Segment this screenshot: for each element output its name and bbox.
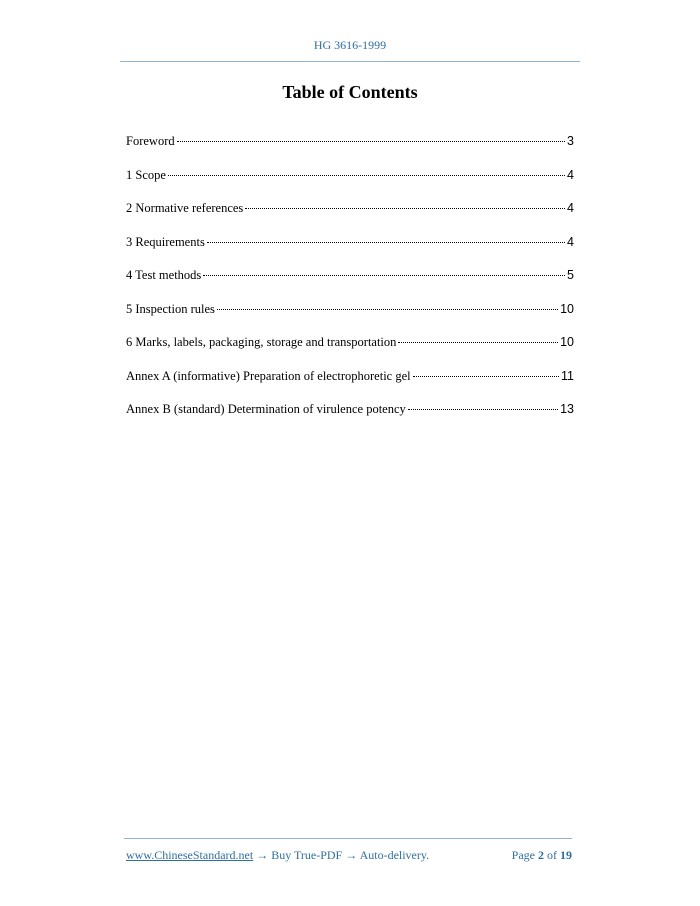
toc-entry-inspection-rules[interactable] (126, 302, 574, 336)
toc-entry-page: 4 (567, 234, 574, 249)
toc-entry-scope[interactable] (126, 168, 574, 202)
website-link[interactable]: www.ChineseStandard.net (126, 848, 254, 862)
toc-dot-leader (177, 141, 565, 142)
toc-entry-label: Annex B (standard) Determination of virulence potency (126, 402, 406, 416)
page-footer (126, 848, 572, 863)
toc-entry-label: 1 Scope (126, 167, 166, 182)
toc-entry-label: 2 Normative references (126, 201, 244, 215)
toc-entry-test-methods[interactable] (126, 268, 574, 302)
page-indicator (512, 848, 572, 863)
header-divider (120, 61, 580, 62)
toc-entry-page: 3 (567, 134, 574, 148)
toc-entry-label: 4 Test methods (126, 268, 202, 282)
toc-entry-page: 5 (567, 268, 574, 282)
of-word: of (547, 848, 557, 862)
toc-entry-normative-references[interactable] (126, 201, 574, 235)
toc-entry-page: 11 (561, 368, 574, 383)
toc-entry-label: 6 Marks, labels, packaging, storage and transportation (126, 335, 397, 349)
toc-dot-leader (168, 175, 565, 176)
toc-dot-leader (408, 409, 558, 410)
toc-dot-leader (245, 208, 565, 209)
toc-entry-page: 10 (560, 301, 574, 316)
toc-entry-foreword[interactable] (126, 134, 574, 168)
toc-entry-annex-a[interactable] (126, 369, 574, 403)
current-page-number: 2 (538, 848, 544, 862)
toc-entry-page: 4 (567, 201, 574, 215)
page-word: Page (511, 848, 535, 862)
toc-entry-marks-labels[interactable] (126, 335, 574, 369)
toc-entry-page: 10 (560, 335, 574, 349)
toc-dot-leader (217, 309, 558, 310)
footer-divider (124, 838, 572, 839)
toc-entry-requirements[interactable] (126, 235, 574, 269)
toc-dot-leader (413, 376, 559, 377)
toc-entry-annex-b[interactable] (126, 402, 574, 436)
toc-dot-leader (207, 242, 565, 243)
toc-dot-leader (203, 275, 565, 276)
footer-tagline: → Buy True-PDF → Auto-delivery. (253, 848, 430, 862)
toc-list (126, 134, 574, 436)
toc-dot-leader (398, 342, 558, 343)
total-page-count: 19 (560, 848, 572, 862)
toc-entry-label: 3 Requirements (126, 234, 205, 249)
footer-promo (126, 848, 429, 863)
page-header: HG 3616-1999 (313, 38, 387, 52)
toc-title: Table of Contents (282, 82, 418, 102)
toc-entry-label: 5 Inspection rules (126, 301, 215, 316)
toc-entry-page: 4 (567, 167, 574, 182)
toc-entry-label: Annex A (informative) Preparation of electrophoretic gel (126, 368, 411, 383)
toc-entry-page: 13 (560, 402, 574, 416)
toc-entry-label: Foreword (126, 134, 175, 148)
